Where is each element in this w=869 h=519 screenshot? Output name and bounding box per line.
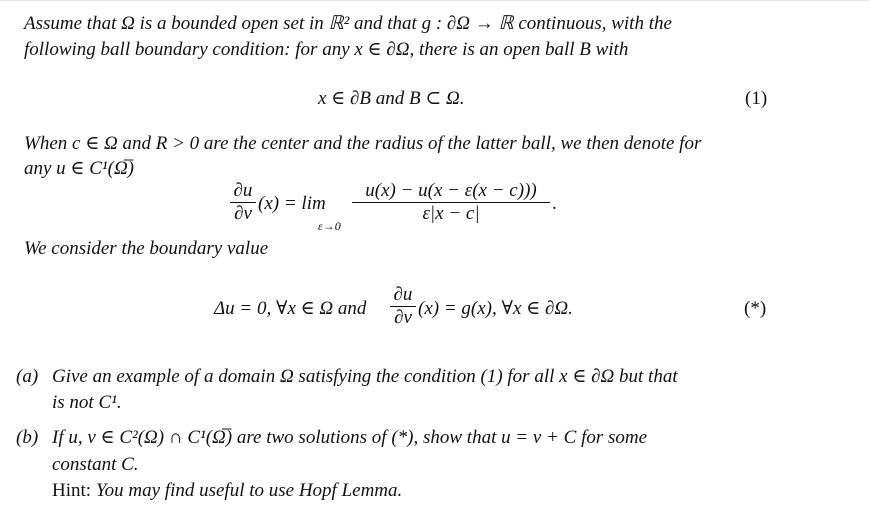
bvp-right: (x) = g(x), ∀x ∈ ∂Ω. [418,298,573,319]
part-b-label: (b) [16,427,39,448]
limit-subscript: ε→0 [318,219,341,233]
limit-period: . [552,193,557,214]
page-top-border [0,0,869,1]
hint-label: Hint: [52,480,92,501]
part-a-label: (a) [16,366,39,387]
center-line-2: any u ∈ C¹(Ω̅) [24,158,135,179]
limit-denominator: ε|x − c| [422,203,480,224]
part-b-line-1: If u, v ∈ C²(Ω) ∩ C¹(Ω̅) are two solutions of (*), show that u = v + C for some [52,427,648,448]
bvp-numerator: ∂u [393,284,413,305]
bvp-fraction [390,285,416,328]
deriv-denominator: ∂ν [234,203,252,224]
deriv-argument: (x) = lim [258,193,326,214]
intro-line-2: following ball boundary condition: for any x ∈ ∂Ω, there is an open ball B with [24,39,629,60]
limit-numerator: u(x) − u(x − ε(x − c))) [365,180,537,201]
center-line-1: When c ∈ Ω and R > 0 are the center and the radius of the latter ball, we then denote for [24,133,702,154]
hint [52,480,402,502]
condition-equation: x ∈ ∂B and B ⊂ Ω. [318,88,465,109]
boundary-intro: We consider the boundary value [24,238,269,259]
bvp-label: (*) [744,298,767,319]
hint-text: You may find useful to use Hopf Lemma. [95,480,403,501]
part-a-line-1: Give an example of a domain Ω satisfying the condition (1) for all x ∈ ∂Ω but that [52,366,678,387]
intro-line-1: Assume that Ω is a bounded open set in ℝ² and that g : ∂Ω → ℝ continuous, with the [24,13,672,34]
part-b-line-2: constant C. [52,454,139,475]
deriv-fraction [230,181,256,224]
limit-fraction [352,181,550,224]
bvp-denominator: ∂ν [394,307,412,328]
bvp-left: Δu = 0, ∀x ∈ Ω and [214,298,367,319]
deriv-numerator: ∂u [233,180,253,201]
condition-label: (1) [745,88,768,109]
part-a-line-2: is not C¹. [52,392,122,413]
